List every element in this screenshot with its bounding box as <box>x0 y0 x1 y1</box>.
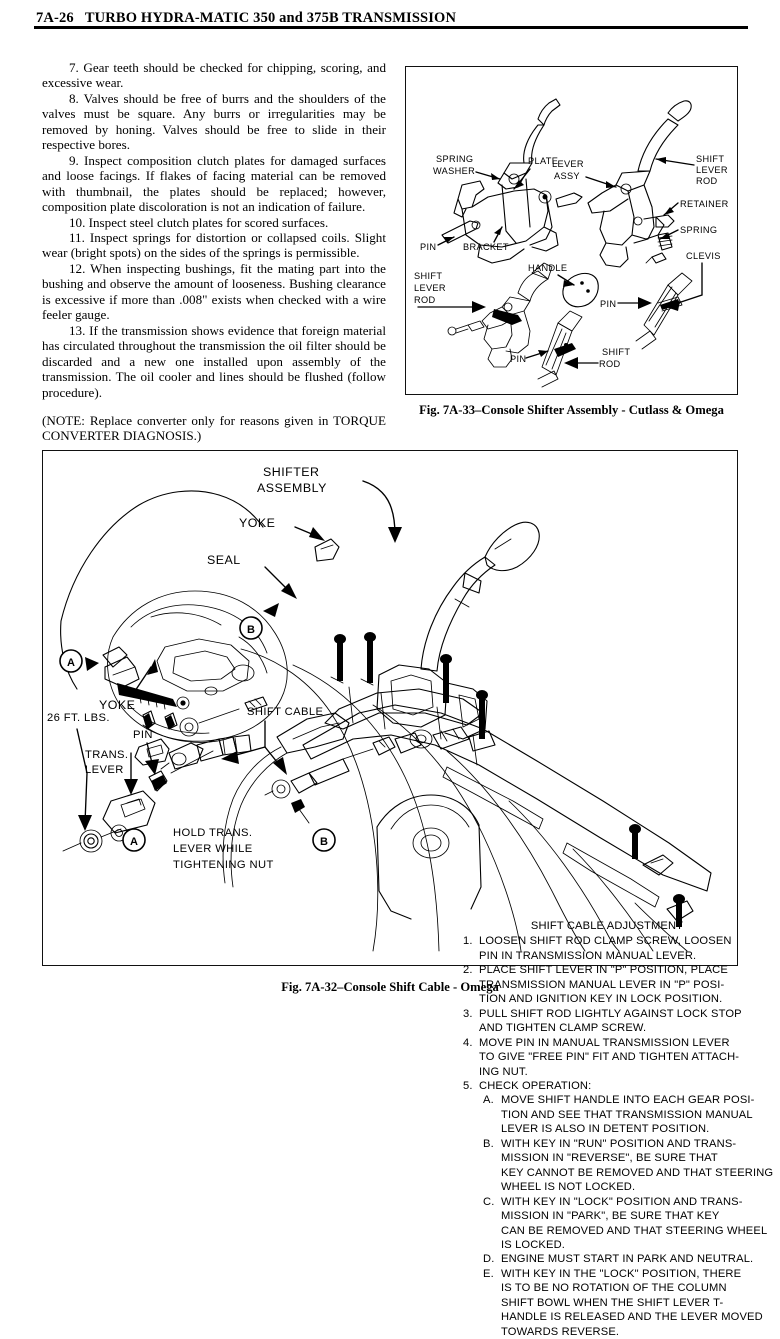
label-shift-lever-rod-line1: SHIFT <box>696 154 725 164</box>
label-hold-note-line2: LEVER WHILE <box>173 843 253 855</box>
substep-number: C. <box>483 1195 495 1208</box>
body-paragraph-11: 11. Inspect springs for distortion or collapsed coils. Slight wear (bright spots) on the sides of the springs is permissible. <box>42 229 386 261</box>
step-number: 5. <box>463 1079 473 1092</box>
label-spring-washer-line2: WASHER <box>433 166 476 176</box>
shift-lever-rod-detail <box>448 263 552 367</box>
label-hold-note-line3: TIGHTENING NUT <box>173 859 274 871</box>
figure-7a32-lower-labels <box>47 706 323 871</box>
lower-detail-assembly <box>63 697 495 919</box>
label-pin: PIN <box>133 729 153 741</box>
instruction-step-1 <box>463 934 773 963</box>
substep-line: WITH KEY IN "LOCK" POSITION AND TRANS- <box>501 1195 743 1208</box>
step-line: TION AND IGNITION KEY IN LOCK POSITION. <box>479 993 723 1006</box>
substep-number: E. <box>483 1267 494 1280</box>
figure-7a32-badge-a-upper <box>60 650 99 672</box>
label-retainer: RETAINER <box>680 199 729 209</box>
step-line: PIN IN TRANSMISSION MANUAL LEVER. <box>479 949 697 962</box>
label-lever-assy-line2: ASSY <box>554 171 580 181</box>
figure-7a33-caption: Fig. 7A-33–Console Shifter Assembly - Cutlass & Omega <box>419 403 724 417</box>
substep-line: MOVE SHIFT HANDLE INTO EACH GEAR POSI- <box>501 1094 755 1107</box>
substep-line: IS TO BE NO ROTATION OF THE COLUMN <box>501 1282 727 1295</box>
label-shift-rod-line1: SHIFT <box>602 347 631 357</box>
instruction-step-list <box>463 934 773 1339</box>
step-line: PLACE SHIFT LEVER IN "P" POSITION, PLACE <box>479 964 728 977</box>
substep-line: MISSION IN "PARK", BE SURE THAT KEY <box>501 1210 720 1223</box>
figure-7a33-label-group-left <box>420 154 558 252</box>
step-number: 1. <box>463 935 473 948</box>
step-line: PULL SHIFT ROD LIGHTLY AGAINST LOCK STOP <box>479 1007 742 1020</box>
substep-number: B. <box>483 1137 494 1150</box>
instruction-step-4 <box>463 1036 773 1079</box>
badge-a-label: A <box>67 657 75 669</box>
body-paragraph-13: 13. If the transmission shows evidence that foreign material has circulated throughout the transmission the oil filter should be discarded and a new one installed upon assembly of the transmission. The oil cooler and lines should be flushed (follow procedure). <box>42 322 386 400</box>
substep-line: WHEEL IS NOT LOCKED. <box>501 1181 636 1194</box>
substep-number: D. <box>483 1253 495 1266</box>
substep-number: A. <box>483 1094 494 1107</box>
substep-line: TOWARDS REVERSE. <box>501 1325 620 1338</box>
label-pin-left: PIN <box>420 242 437 252</box>
body-text-column <box>42 60 386 444</box>
instruction-substep-c <box>483 1195 773 1253</box>
label-handle: HANDLE <box>528 263 568 273</box>
label-shift-cable: SHIFT CABLE <box>247 706 324 718</box>
label-pin-right: PIN <box>600 299 617 309</box>
figure-7a32-drawing <box>43 451 735 963</box>
floor-tunnel <box>241 649 687 951</box>
label-spring-washer-line1: SPRING <box>436 154 474 164</box>
label-hold-note-line1: HOLD TRANS. <box>173 827 253 839</box>
instructions-title: SHIFT CABLE ADJUSTMENT <box>530 920 684 932</box>
label-shift-lever-rod-line2: LEVER <box>696 165 728 175</box>
console-shifter-assembly <box>223 522 711 927</box>
page-title: TURBO HYDRA-MATIC 350 and 375B TRANSMISSION <box>84 10 457 26</box>
shifter-bracket-group <box>442 99 582 263</box>
label-trans-lever-line1: TRANS. <box>85 749 129 761</box>
badge-b-label: B <box>247 624 255 636</box>
substep-line: HANDLE IS RELEASED AND THE LEVER MOVED <box>501 1311 763 1324</box>
substep-line: MISSION IN "REVERSE", BE SURE THAT <box>501 1152 718 1165</box>
label-shift-lever-rod-b-line1: SHIFT <box>414 271 443 281</box>
substep-line: IS LOCKED. <box>501 1238 566 1251</box>
instruction-substep-list <box>479 1093 773 1339</box>
figure-7a33-label-group-lower-left <box>414 271 486 313</box>
step-number: 4. <box>463 1036 473 1049</box>
step-line: AND TIGHTEN CLAMP SCREW. <box>479 1022 647 1035</box>
instruction-substep-d <box>483 1252 773 1266</box>
substep-line: LEVER IS ALSO IN DETENT POSITION. <box>501 1123 710 1136</box>
label-trans-lever-line2: LEVER <box>85 764 124 776</box>
label-spring: SPRING <box>680 225 718 235</box>
step-line: ING NUT. <box>479 1065 528 1078</box>
body-paragraph-12: 12. When inspecting bushings, fit the mating part into the bushing and observe the amount of looseness. Bushing clearance is excessive if more than .008" exists when checked with a wire feeler gauge. <box>42 260 386 323</box>
substep-line: TION AND SEE THAT TRANSMISSION MANUAL <box>501 1108 753 1121</box>
figure-7a33-frame <box>405 66 738 395</box>
figure-7a33-label-group-right <box>552 154 729 239</box>
figure-7a32-badge-b-lower <box>313 829 335 851</box>
step-number: 2. <box>463 964 473 977</box>
label-shift-lever-rod-b-line3: ROD <box>414 295 436 305</box>
body-paragraph-8: 8. Valves should be free of burrs and the shoulders of the valves must be square. Any burrs or irregularities may be removed by honing. Valves should be free to slide in their respective bores. <box>42 90 386 153</box>
badge-a2-label: A <box>130 836 138 848</box>
step-line: MOVE PIN IN MANUAL TRANSMISSION LEVER <box>479 1036 730 1049</box>
clevis-pin-detail <box>636 273 692 349</box>
lever-assembly-group <box>588 101 691 267</box>
figure-7a32-badge-b-upper <box>240 603 279 639</box>
label-plate: PLATE <box>528 156 559 166</box>
instruction-step-3 <box>463 1007 773 1036</box>
instruction-substep-e <box>483 1267 773 1339</box>
label-lever-assy-line1: LEVER <box>552 159 584 169</box>
substep-line: WITH KEY IN THE "LOCK" POSITION, THERE <box>501 1267 742 1280</box>
step-line: LOOSEN SHIFT ROD CLAMP SCREW, LOOSEN <box>479 935 732 948</box>
substep-line: SHIFT BOWL WHEN THE SHIFT LEVER T- <box>501 1296 724 1309</box>
instruction-substep-a <box>483 1093 773 1136</box>
label-clevis: CLEVIS <box>686 251 721 261</box>
substep-line: ENGINE MUST START IN PARK AND NEUTRAL. <box>501 1253 754 1266</box>
body-paragraph-7: 7. Gear teeth should be checked for chipping, scoring, and excessive wear. <box>42 60 386 91</box>
label-yoke-bottom: YOKE <box>99 698 136 712</box>
handle-shift-rod-detail <box>538 273 598 387</box>
body-paragraph-9: 9. Inspect composition clutch plates for damaged surfaces and loose facings. If flakes of facing material can be removed with thumbnail, the plates should be replaced; however, composition plate discoloration is not an indication of failure. <box>42 152 386 215</box>
badge-b2-label: B <box>320 836 328 848</box>
figure-7a32-badge-a-lower <box>123 829 145 851</box>
header-rule <box>34 26 748 29</box>
step-line: TRANSMISSION MANUAL LEVER IN "P" POSI- <box>479 978 725 991</box>
step-number: 3. <box>463 1007 473 1020</box>
step-line: CHECK OPERATION: <box>479 1079 592 1092</box>
substep-line: CAN BE REMOVED AND THAT STEERING WHEEL <box>501 1224 768 1237</box>
body-note: (NOTE: Replace converter only for reasons given in TORQUE CONVERTER DIAGNOSIS.) <box>42 412 386 444</box>
page-folio: 7A-26 <box>36 10 74 26</box>
label-pin-mid: PIN <box>510 354 527 364</box>
label-yoke-top: YOKE <box>239 516 276 530</box>
substep-line: WITH KEY IN "RUN" POSITION AND TRANS- <box>501 1137 737 1150</box>
figure-7a33-drawing <box>406 67 735 392</box>
label-seal: SEAL <box>207 553 241 567</box>
label-shifter-assembly-line1: SHIFTER <box>263 465 320 479</box>
label-torque-spec: 26 FT. LBS. <box>47 712 110 724</box>
substep-line: KEY CANNOT BE REMOVED AND THAT STEERING <box>501 1166 774 1179</box>
instruction-step-5 <box>463 1079 773 1339</box>
label-shifter-assembly-line2: ASSEMBLY <box>257 481 327 495</box>
label-bracket: BRACKET <box>463 242 509 252</box>
label-shift-lever-rod-b-line2: LEVER <box>414 283 446 293</box>
label-shift-lever-rod-line3: ROD <box>696 176 718 186</box>
body-paragraph-10: 10. Inspect steel clutch plates for scored surfaces. <box>69 214 329 230</box>
running-head <box>36 10 748 27</box>
label-shift-rod-line2: ROD <box>599 359 621 369</box>
figure-7a32-caption: Fig. 7A-32–Console Shift Cable - Omega <box>281 980 499 994</box>
step-line: TO GIVE "FREE PIN" FIT AND TIGHTEN ATTACH- <box>479 1051 740 1064</box>
instruction-substep-b <box>483 1137 773 1195</box>
